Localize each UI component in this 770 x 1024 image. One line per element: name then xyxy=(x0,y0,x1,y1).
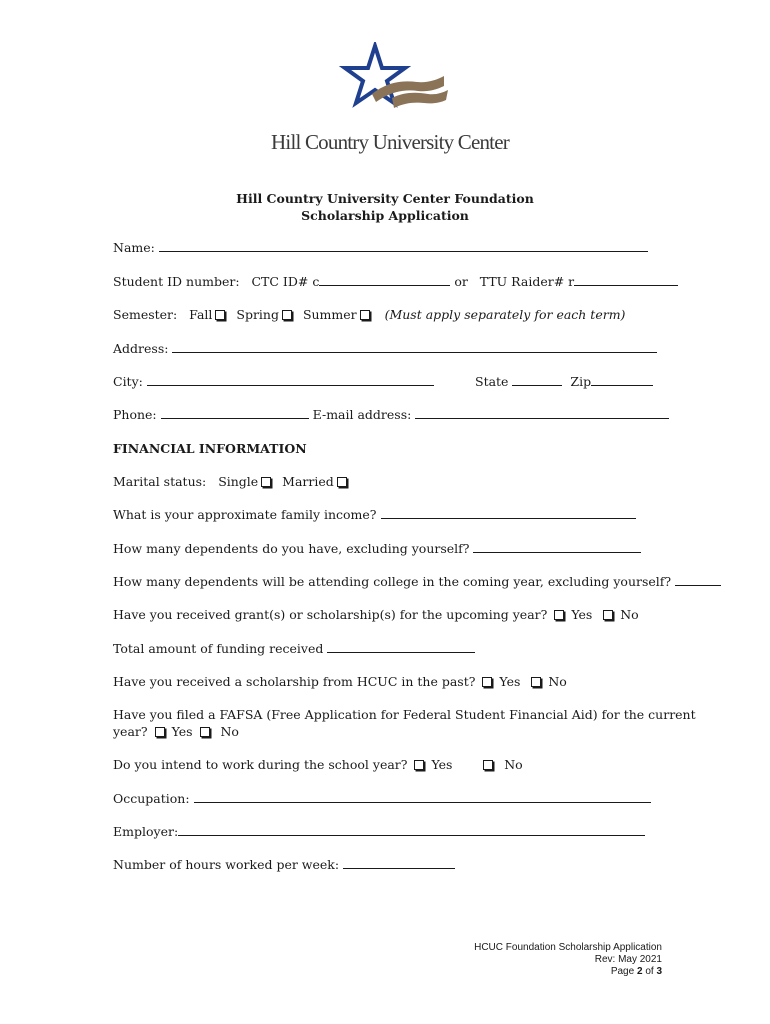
semester-note: (Must apply separately for each term) xyxy=(384,307,626,322)
fafsa-question: Have you filed a FAFSA (Free Application for Federal Student Financial Aid) for the current xyxy=(113,707,696,722)
hcuc-question: Have you received a scholarship from HCUC in the past? xyxy=(113,674,476,689)
or-label: or xyxy=(454,274,468,289)
employer-field[interactable] xyxy=(178,824,645,836)
financial-heading: FINANCIAL INFORMATION xyxy=(113,441,307,456)
work-no-checkbox[interactable] xyxy=(483,760,493,770)
marital-label: Marital status: xyxy=(113,474,207,489)
work-yes-checkbox[interactable] xyxy=(414,760,424,770)
ctc-id-field[interactable] xyxy=(319,274,450,286)
dependents-question: How many dependents do you have, excluding yourself? xyxy=(113,541,470,556)
hours-field[interactable] xyxy=(343,857,455,869)
college-dependents-question: How many dependents will be attending college in the coming year, excluding yourself? xyxy=(113,574,672,589)
email-field[interactable] xyxy=(415,407,669,419)
funding-question: Total amount of funding received xyxy=(113,641,324,656)
form-subtitle: Scholarship Application xyxy=(301,208,469,223)
funding-field[interactable] xyxy=(327,641,475,653)
fafsa-no-checkbox[interactable] xyxy=(200,727,210,737)
ttu-raider-label: TTU Raider# r xyxy=(479,274,575,289)
fafsa-row-1 xyxy=(113,707,696,723)
star-flag-logo-icon xyxy=(332,42,452,112)
footer-revision: Rev: May 2021 xyxy=(594,954,662,965)
city-field[interactable] xyxy=(147,374,434,386)
address-row xyxy=(113,341,657,357)
dependents-row xyxy=(113,541,641,557)
phone-label: Phone: xyxy=(113,407,157,422)
semester-row xyxy=(113,307,625,323)
footer-page-number: Page 2 of 3 xyxy=(610,966,662,977)
city-row xyxy=(113,374,434,390)
phone-row xyxy=(113,407,669,423)
grants-row xyxy=(113,607,639,623)
fall-checkbox[interactable] xyxy=(215,310,225,320)
hcuc-logo xyxy=(270,42,510,154)
zip-field[interactable] xyxy=(591,374,653,386)
income-row xyxy=(113,507,636,523)
hours-label: Number of hours worked per week: xyxy=(113,857,340,872)
marital-row xyxy=(113,474,350,490)
grants-yes-label: Yes xyxy=(571,607,593,622)
email-label: E-mail address: xyxy=(312,407,412,422)
state-label: State xyxy=(475,374,509,389)
employer-row xyxy=(113,824,645,840)
grants-no-label: No xyxy=(620,607,639,622)
fafsa-yes-label: Yes xyxy=(171,724,193,739)
college-dependents-field[interactable] xyxy=(675,574,721,586)
ctc-id-label: CTC ID# c xyxy=(251,274,320,289)
footer-title: HCUC Foundation Scholarship Application xyxy=(474,942,662,953)
fafsa-question-end: year? xyxy=(113,724,148,739)
occupation-label: Occupation: xyxy=(113,791,190,806)
work-yes-label: Yes xyxy=(431,757,453,772)
fall-label: Fall xyxy=(189,307,213,322)
grants-yes-checkbox[interactable] xyxy=(554,610,564,620)
name-label: Name: xyxy=(113,240,155,255)
dependents-field[interactable] xyxy=(473,541,641,553)
work-row xyxy=(113,757,523,773)
summer-label: Summer xyxy=(302,307,357,322)
work-no-label: No xyxy=(504,757,523,772)
form-title: Hill Country University Center Foundation xyxy=(236,191,534,206)
hcuc-row xyxy=(113,674,567,690)
name-row xyxy=(113,240,648,256)
summer-checkbox[interactable] xyxy=(360,310,370,320)
spring-label: Spring xyxy=(236,307,279,322)
single-checkbox[interactable] xyxy=(261,477,271,487)
state-field[interactable] xyxy=(512,374,562,386)
semester-label: Semester: xyxy=(113,307,178,322)
page-footer xyxy=(474,942,662,978)
married-checkbox[interactable] xyxy=(337,477,347,487)
zip-label: Zip xyxy=(570,374,592,389)
income-field[interactable] xyxy=(381,507,636,519)
hours-row xyxy=(113,857,455,873)
grants-question: Have you received grant(s) or scholarship(s) for the upcoming year? xyxy=(113,607,548,622)
address-label: Address: xyxy=(113,341,169,356)
fafsa-row-2 xyxy=(113,724,239,740)
state-zip-row xyxy=(475,374,653,390)
hcuc-no-checkbox[interactable] xyxy=(531,677,541,687)
logo-text: Hill Country University Center xyxy=(271,130,509,154)
employer-label: Employer: xyxy=(113,824,179,839)
fafsa-yes-checkbox[interactable] xyxy=(155,727,165,737)
occupation-field[interactable] xyxy=(194,791,651,803)
student-id-row xyxy=(113,274,678,290)
work-question: Do you intend to work during the school year? xyxy=(113,757,408,772)
hcuc-no-label: No xyxy=(548,674,567,689)
spring-checkbox[interactable] xyxy=(282,310,292,320)
name-field[interactable] xyxy=(159,240,648,252)
funding-row xyxy=(113,641,475,657)
hcuc-yes-checkbox[interactable] xyxy=(482,677,492,687)
occupation-row xyxy=(113,791,651,807)
college-dependents-row xyxy=(113,574,721,590)
income-question: What is your approximate family income? xyxy=(113,507,377,522)
address-field[interactable] xyxy=(172,341,657,353)
single-label: Single xyxy=(218,474,259,489)
married-label: Married xyxy=(282,474,334,489)
phone-field[interactable] xyxy=(161,407,309,419)
grants-no-checkbox[interactable] xyxy=(603,610,613,620)
student-id-label: Student ID number: xyxy=(113,274,240,289)
city-label: City: xyxy=(113,374,143,389)
fafsa-no-label: No xyxy=(220,724,239,739)
ttu-raider-field[interactable] xyxy=(574,274,678,286)
hcuc-yes-label: Yes xyxy=(499,674,521,689)
